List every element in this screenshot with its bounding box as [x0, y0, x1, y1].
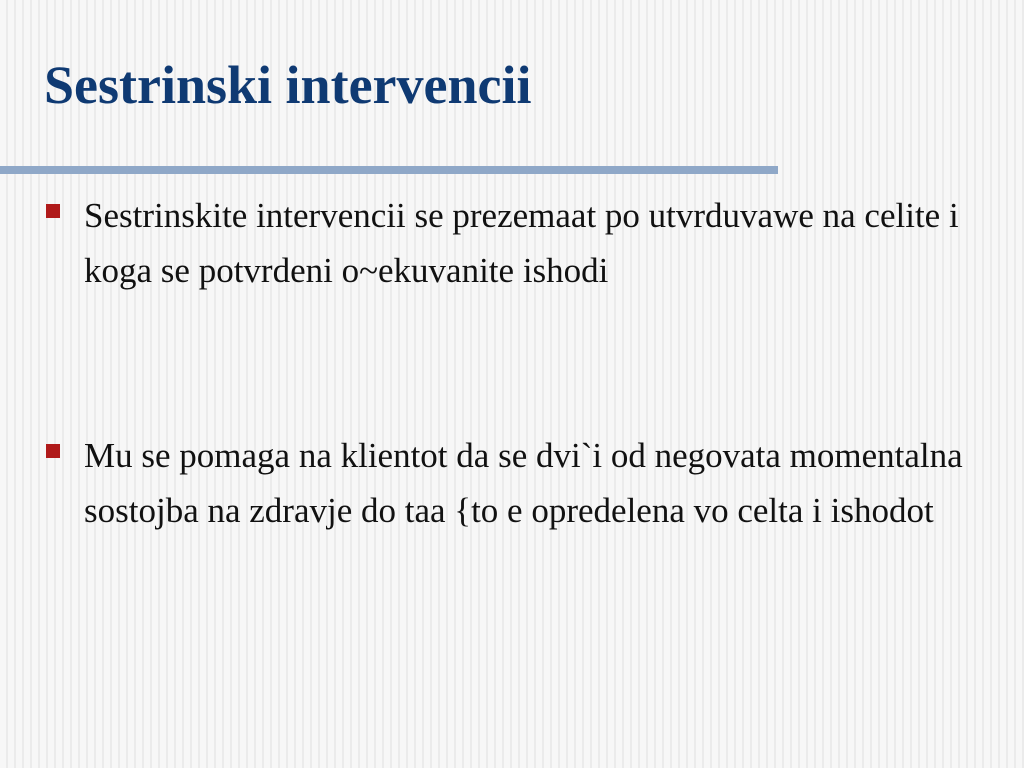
square-bullet-icon	[46, 444, 60, 458]
title-divider	[0, 166, 778, 174]
bullet-item	[46, 428, 996, 538]
bullet-item	[46, 188, 996, 298]
square-bullet-icon	[46, 204, 60, 218]
bullet-text: Sestrinskite intervencii se prezemaat po utvrduvawe na celite i koga se potvrdeni o~ekuvanite ishodi	[84, 196, 959, 290]
slide-title: Sestrinski intervencii	[44, 55, 532, 115]
bullet-text: Mu se pomaga na klientot da se dvi`i od negovata momentalna sostojba na zdravje do taa {to e opredelena vo celta i ishodot	[84, 436, 963, 530]
